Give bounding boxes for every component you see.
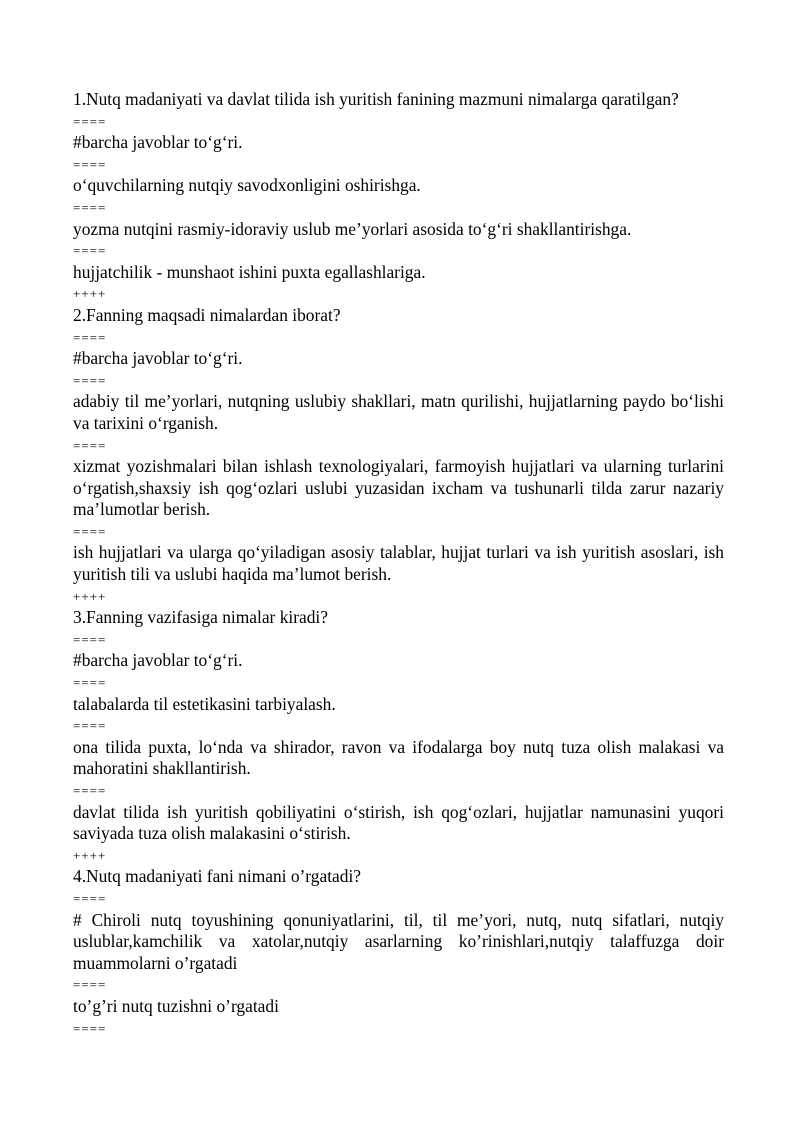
question-separator: ++++ [73,847,107,863]
q2-answer-3: xizmat yozishmalari bilan ishlash texnologiyalari, farmoyish hujjatlari va ularning turlarini o‘rgatish,shaxsiy ish qog‘ozlari uslubi yuzasidan ixcham va tushunarli tilda zarur nazariy ma’lumotlar berish. [73,456,724,520]
answer-separator: ==== [73,437,107,453]
q4-answer-1: # Chiroli nutq toyushining qonuniyatlarini, til, til me’yori, nutq, nutq sifatlari, nutqiy uslublar,kamchilik va xatolar,nutqiy asarlarning ko’rinishlari,nutqiy talaffuzga doir muammolarni o’rgatadi [73,909,724,973]
q3-answer-4: davlat tilida ish yuritish qobiliyatini o‘stirish, ish qog‘ozlari, hujjatlar namunasini yuqori saviyada tuza olish malakasini o‘stirish. [73,801,724,844]
answer-separator: ==== [73,783,107,798]
answer-separator: ==== [73,329,107,345]
answer-separator: ==== [73,156,107,172]
q1-answer-3: yozma nutqini rasmiy-idoraviy uslub me’yorlari asosida to‘g‘ri shakllantirishga. [73,218,632,239]
q4-answer-2: to’g’ri nutq tuzishni o’rgatadi [73,995,279,1016]
answer-separator: ==== [73,372,107,388]
answer-separator: ==== [73,523,107,539]
document-page [73,89,724,1039]
answer-separator: ==== [73,675,107,691]
answer-separator: ==== [73,718,107,734]
answer-separator: ==== [73,890,107,906]
answer-separator: ==== [73,631,107,647]
answer-separator: ==== [73,199,107,215]
question-4: 4.Nutq madaniyati fani nimani o’rgatadi? [73,866,361,887]
q2-answer-1: #barcha javoblar to‘g‘ri. [73,348,243,369]
q3-answer-2: talabalarda til estetikasini tarbiyalash. [73,693,336,714]
question-3: 3.Fanning vazifasiga nimalar kiradi? [73,607,328,628]
q1-answer-1: #barcha javoblar to‘g‘ri. [73,132,243,153]
answer-separator: ==== [73,977,107,993]
question-separator: ++++ [73,588,107,604]
q1-answer-2: o‘quvchilarning nutqiy savodxonligini oshirishga. [73,175,421,196]
q3-answer-3: ona tilida puxta, lo‘nda va shirador, ravon va ifodalarga boy nutq tuza olish malakasi va mahoratini shakllantirish. [73,736,724,779]
q2-answer-2: adabiy til me’yorlari, nutqning uslubiy shakllari, matn qurilishi, hujjatlarning paydo bo‘lishi va tarixini o‘rganish. [73,391,724,433]
question-separator: ++++ [73,286,107,302]
q1-answer-4: hujjatchilik - munshaot ishini puxta egallashlariga. [73,261,426,282]
question-2: 2.Fanning maqsadi nimalardan iborat? [73,304,341,325]
question-1: 1.Nutq madaniyati va davlat tilida ish yuritish fanining mazmuni nimalarga qaratilgan? [73,89,679,109]
q2-answer-4: ish hujjatlari va ularga qo‘yiladigan asosiy talablar, hujjat turlari va ish yuritish asoslari, ish yuritish tili va uslubi haqida ma’lumot berish. [73,542,724,585]
answer-separator: ==== [73,113,107,129]
q3-answer-1: #barcha javoblar to‘g‘ri. [73,650,243,671]
answer-separator: ==== [73,1020,107,1036]
answer-separator: ==== [73,243,107,259]
